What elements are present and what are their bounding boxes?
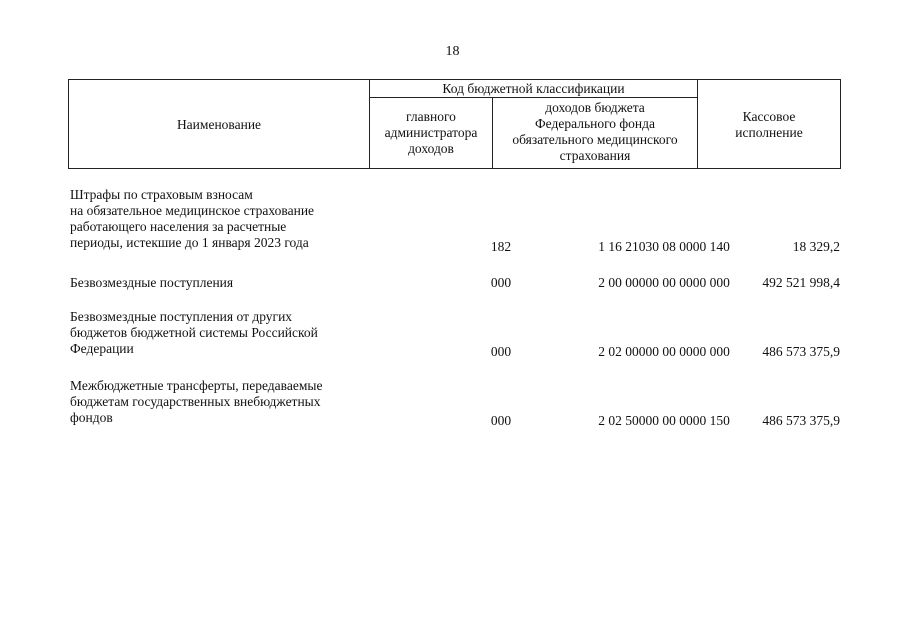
row-name bbox=[70, 275, 370, 291]
header-income-line: Федерального фонда bbox=[535, 116, 655, 131]
row-name-line: фондов bbox=[70, 410, 113, 425]
row-name-line: Штрафы по страховым взносам bbox=[70, 187, 253, 202]
row-name bbox=[70, 309, 370, 357]
header-admin-line: главного bbox=[406, 109, 456, 124]
header-admin-line: администратора bbox=[384, 125, 478, 140]
row-amount: 492 521 998,4 bbox=[762, 275, 840, 290]
row-name-line: Безвозмездные поступления от других bbox=[70, 309, 293, 324]
row-admin-code: 000 bbox=[490, 275, 512, 290]
header-income-line: доходов бюджета bbox=[545, 100, 645, 115]
row-name-line: бюджетам государственных внебюджетных bbox=[70, 394, 321, 409]
row-name-line: периоды, истекшие до 1 января 2023 года bbox=[70, 235, 309, 250]
header-admin-line: доходов bbox=[408, 141, 454, 156]
row-name-line: Межбюджетные трансферты, передаваемые bbox=[70, 378, 323, 393]
header-execution-line: Кассовое bbox=[742, 109, 796, 124]
row-name bbox=[70, 187, 370, 251]
row-budget-code: 2 02 00000 00 0000 000 bbox=[598, 344, 730, 359]
header-right-border bbox=[840, 79, 841, 169]
row-amount: 486 573 375,9 bbox=[762, 344, 840, 359]
header-execution bbox=[698, 109, 840, 141]
header-execution-line: исполнение bbox=[735, 125, 803, 140]
row-name-line: Федерации bbox=[70, 341, 134, 356]
table-row bbox=[70, 187, 840, 254]
row-name-line: на обязательное медицинское страхование bbox=[70, 203, 315, 218]
header-name: Наименование bbox=[176, 117, 262, 132]
row-amount: 486 573 375,9 bbox=[762, 413, 840, 428]
row-name-line: бюджетов бюджетной системы Российской bbox=[70, 325, 318, 340]
row-admin-code: 182 bbox=[490, 239, 512, 254]
row-budget-code: 2 02 50000 00 0000 150 bbox=[598, 413, 730, 428]
page-number: 18 bbox=[445, 44, 460, 59]
header-income bbox=[493, 100, 697, 164]
header-bottom-border bbox=[68, 168, 841, 169]
row-amount: 18 329,2 bbox=[792, 239, 840, 254]
row-name bbox=[70, 378, 370, 426]
row-admin-code: 000 bbox=[490, 413, 512, 428]
header-admin bbox=[370, 109, 492, 157]
row-name-line: работающего населения за расчетные bbox=[70, 219, 287, 234]
row-budget-code: 2 00 00000 00 0000 000 bbox=[598, 275, 730, 290]
table-row bbox=[70, 378, 840, 426]
row-budget-code: 1 16 21030 08 0000 140 bbox=[598, 239, 730, 254]
header-top-border bbox=[68, 79, 841, 80]
header-income-line: страхования bbox=[559, 148, 631, 163]
header-divider-group bbox=[369, 97, 698, 98]
header-income-line: обязательного медицинского bbox=[512, 132, 678, 147]
table-row bbox=[70, 275, 840, 291]
row-admin-code: 000 bbox=[490, 344, 512, 359]
table-row bbox=[70, 309, 840, 357]
header-code-group: Код бюджетной классификации bbox=[442, 81, 625, 96]
row-name-line: Безвозмездные поступления bbox=[70, 275, 234, 290]
